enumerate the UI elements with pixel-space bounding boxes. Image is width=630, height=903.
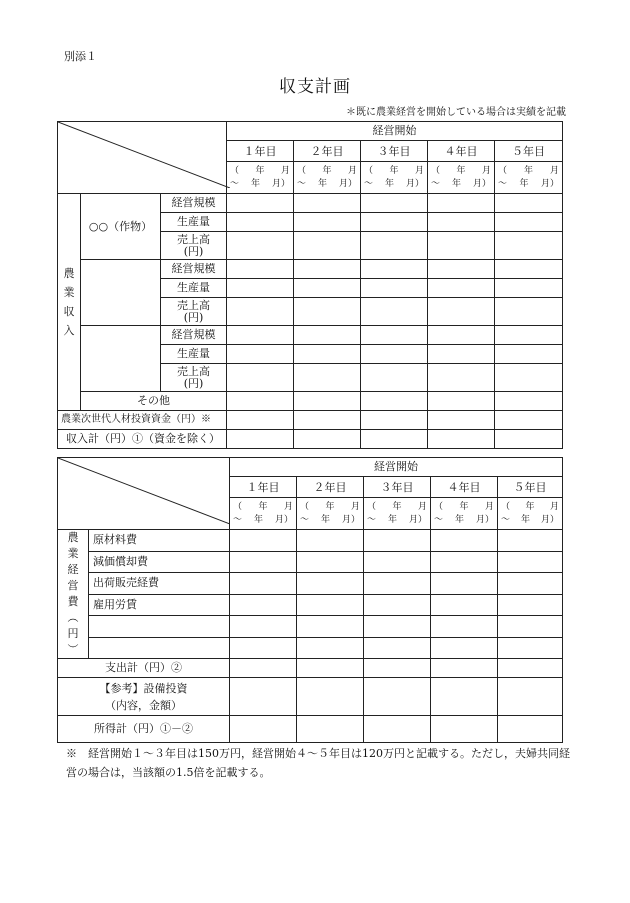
- period-cell: （ 年 月 ～ 年 月）: [227, 162, 294, 194]
- year-2-header: ２年目: [294, 141, 361, 162]
- value-cell[interactable]: [227, 430, 294, 449]
- value-cell[interactable]: [498, 659, 563, 678]
- value-cell[interactable]: [361, 260, 428, 279]
- value-cell[interactable]: [297, 616, 364, 638]
- value-cell[interactable]: [227, 392, 294, 411]
- income-total-label: 収入計（円）①（資金を除く）: [58, 430, 227, 449]
- value-cell[interactable]: [498, 637, 563, 659]
- value-cell[interactable]: [428, 213, 495, 232]
- value-cell[interactable]: [431, 594, 498, 616]
- year-4-header: ４年目: [428, 141, 495, 162]
- value-cell[interactable]: [498, 678, 563, 716]
- value-cell[interactable]: [495, 298, 563, 326]
- value-cell[interactable]: [294, 213, 361, 232]
- value-cell[interactable]: [428, 232, 495, 260]
- value-cell[interactable]: [428, 326, 495, 345]
- value-cell[interactable]: [227, 298, 294, 326]
- value-cell[interactable]: [361, 430, 428, 449]
- value-cell[interactable]: [364, 573, 431, 595]
- value-cell[interactable]: [361, 232, 428, 260]
- value-cell[interactable]: [428, 411, 495, 430]
- value-cell[interactable]: [230, 678, 297, 716]
- value-cell[interactable]: [431, 637, 498, 659]
- value-cell[interactable]: [227, 345, 294, 364]
- value-cell[interactable]: [297, 594, 364, 616]
- value-cell[interactable]: [495, 194, 563, 213]
- value-cell[interactable]: [495, 232, 563, 260]
- value-cell[interactable]: [361, 364, 428, 392]
- item-sales: 売上高 (円): [161, 298, 227, 326]
- year-1-header: １年目: [227, 141, 294, 162]
- value-cell[interactable]: [230, 573, 297, 595]
- expense-item-materials: 原材料費: [89, 530, 230, 552]
- value-cell[interactable]: [297, 678, 364, 716]
- value-cell[interactable]: [227, 279, 294, 298]
- value-cell[interactable]: [297, 716, 364, 743]
- value-cell[interactable]: [361, 326, 428, 345]
- value-cell[interactable]: [495, 345, 563, 364]
- value-cell[interactable]: [364, 594, 431, 616]
- expense-total-label: 支出計（円）②: [58, 659, 230, 678]
- value-cell[interactable]: [428, 345, 495, 364]
- value-cell[interactable]: [297, 637, 364, 659]
- period-cell: （ 年 月 ～ 年 月）: [498, 498, 563, 530]
- item-scale: 経営規模: [161, 326, 227, 345]
- management-start-header: 経営開始: [230, 458, 563, 477]
- expense-item-blank[interactable]: [89, 616, 230, 638]
- value-cell[interactable]: [294, 194, 361, 213]
- value-cell[interactable]: [227, 194, 294, 213]
- value-cell[interactable]: [431, 573, 498, 595]
- period-cell: （ 年 月 ～ 年 月）: [361, 162, 428, 194]
- footnote: ※ 経営開始１～３年目は150万円，経営開始４～５年目は120万円と記載する。ただし，夫婦共同経営の場合は，当該額の1.5倍を記載する。: [66, 747, 570, 779]
- year-5-header: ５年目: [498, 477, 563, 498]
- crop-label: ○○（作物）: [81, 194, 161, 260]
- value-cell[interactable]: [294, 364, 361, 392]
- value-cell[interactable]: [230, 716, 297, 743]
- expense-category-label: 農 業 経 営 費 ︵ 円 ︶: [58, 530, 89, 659]
- value-cell[interactable]: [227, 213, 294, 232]
- period-cell: （ 年 月 ～ 年 月）: [294, 162, 361, 194]
- period-cell: （ 年 月 ～ 年 月）: [428, 162, 495, 194]
- year-1-header: １年目: [230, 477, 297, 498]
- period-cell: （ 年 月 ～ 年 月）: [431, 498, 498, 530]
- value-cell[interactable]: [495, 326, 563, 345]
- value-cell[interactable]: [431, 616, 498, 638]
- value-cell[interactable]: [230, 530, 297, 552]
- value-cell[interactable]: [297, 659, 364, 678]
- value-cell[interactable]: [297, 551, 364, 573]
- period-cell: （ 年 月 ～ 年 月）: [230, 498, 297, 530]
- value-cell[interactable]: [364, 551, 431, 573]
- value-cell[interactable]: [495, 430, 563, 449]
- value-cell[interactable]: [498, 551, 563, 573]
- value-cell[interactable]: [428, 430, 495, 449]
- value-cell[interactable]: [495, 411, 563, 430]
- year-3-header: ３年目: [364, 477, 431, 498]
- value-cell[interactable]: [361, 392, 428, 411]
- value-cell[interactable]: [495, 279, 563, 298]
- income-table: [57, 121, 563, 449]
- period-cell: （ 年 月 ～ 年 月）: [495, 162, 563, 194]
- diagonal-line: [58, 458, 230, 524]
- value-cell[interactable]: [498, 716, 563, 743]
- value-cell[interactable]: [361, 411, 428, 430]
- expense-item-depreciation: 減価償却費: [89, 551, 230, 573]
- value-cell[interactable]: [431, 678, 498, 716]
- value-cell[interactable]: [431, 659, 498, 678]
- value-cell[interactable]: [294, 430, 361, 449]
- value-cell[interactable]: [361, 194, 428, 213]
- grant-label: 農業次世代人材投資資金（円）※: [58, 411, 227, 430]
- value-cell[interactable]: [498, 530, 563, 552]
- expense-item-shipping: 出荷販売経費: [89, 573, 230, 595]
- item-scale: 経営規模: [161, 260, 227, 279]
- value-cell[interactable]: [361, 345, 428, 364]
- profit-total-label: 所得計（円）①－②: [58, 716, 230, 743]
- diagonal-header-cell: [58, 122, 227, 194]
- value-cell[interactable]: [294, 260, 361, 279]
- value-cell[interactable]: [227, 411, 294, 430]
- value-cell[interactable]: [498, 594, 563, 616]
- value-cell[interactable]: [428, 364, 495, 392]
- value-cell[interactable]: [230, 637, 297, 659]
- expense-table: [57, 457, 563, 716]
- item-production: 生産量: [161, 279, 227, 298]
- capex-reference-label: 【参考】設備投資 （内容，金額）: [58, 678, 230, 716]
- value-cell[interactable]: [294, 326, 361, 345]
- year-3-header: ３年目: [361, 141, 428, 162]
- value-cell[interactable]: [495, 364, 563, 392]
- value-cell[interactable]: [230, 551, 297, 573]
- value-cell[interactable]: [230, 659, 297, 678]
- value-cell[interactable]: [428, 194, 495, 213]
- item-production: 生産量: [161, 213, 227, 232]
- item-sales: 売上高 (円): [161, 232, 227, 260]
- value-cell[interactable]: [294, 411, 361, 430]
- value-cell[interactable]: [431, 716, 498, 743]
- value-cell[interactable]: [227, 232, 294, 260]
- period-cell: （ 年 月 ～ 年 月）: [364, 498, 431, 530]
- value-cell[interactable]: [428, 260, 495, 279]
- value-cell[interactable]: [294, 298, 361, 326]
- management-start-header: 経営開始: [227, 122, 563, 141]
- value-cell[interactable]: [361, 298, 428, 326]
- value-cell[interactable]: [297, 530, 364, 552]
- value-cell[interactable]: [230, 594, 297, 616]
- value-cell[interactable]: [364, 637, 431, 659]
- value-cell[interactable]: [495, 392, 563, 411]
- value-cell[interactable]: [294, 279, 361, 298]
- actuals-note: ＊既に農業経営を開始している場合は実績を記載: [346, 107, 566, 118]
- value-cell[interactable]: [495, 213, 563, 232]
- value-cell[interactable]: [361, 213, 428, 232]
- value-cell[interactable]: [428, 392, 495, 411]
- page-title: 収支計画: [279, 77, 351, 97]
- value-cell[interactable]: [297, 573, 364, 595]
- diagonal-line: [58, 122, 230, 188]
- value-cell[interactable]: [227, 260, 294, 279]
- value-cell[interactable]: [294, 345, 361, 364]
- attachment-label: 別添１: [64, 50, 97, 63]
- value-cell[interactable]: [431, 551, 498, 573]
- expense-item-blank[interactable]: [89, 637, 230, 659]
- value-cell[interactable]: [498, 573, 563, 595]
- period-cell: （ 年 月 ～ 年 月）: [297, 498, 364, 530]
- value-cell[interactable]: [227, 364, 294, 392]
- value-cell[interactable]: [495, 260, 563, 279]
- item-production: 生産量: [161, 345, 227, 364]
- agri-income-label: 農 業 収 入: [58, 194, 81, 411]
- value-cell[interactable]: [364, 678, 431, 716]
- profit-table: [57, 715, 563, 743]
- item-sales: 売上高 (円): [161, 364, 227, 392]
- value-cell[interactable]: [361, 279, 428, 298]
- item-scale: 経営規模: [161, 194, 227, 213]
- year-5-header: ５年目: [495, 141, 563, 162]
- year-2-header: ２年目: [297, 477, 364, 498]
- expense-item-labor: 雇用労賃: [89, 594, 230, 616]
- diagonal-header-cell: [58, 458, 230, 530]
- value-cell[interactable]: [498, 616, 563, 638]
- value-cell[interactable]: [227, 326, 294, 345]
- value-cell[interactable]: [294, 392, 361, 411]
- value-cell[interactable]: [230, 616, 297, 638]
- year-4-header: ４年目: [431, 477, 498, 498]
- other-label: その他: [81, 392, 227, 411]
- value-cell[interactable]: [294, 232, 361, 260]
- crop-blank[interactable]: [81, 260, 161, 326]
- crop-blank[interactable]: [81, 326, 161, 392]
- value-cell[interactable]: [364, 659, 431, 678]
- value-cell[interactable]: [428, 298, 495, 326]
- value-cell[interactable]: [428, 279, 495, 298]
- value-cell[interactable]: [431, 530, 498, 552]
- value-cell[interactable]: [364, 716, 431, 743]
- value-cell[interactable]: [364, 530, 431, 552]
- value-cell[interactable]: [364, 616, 431, 638]
